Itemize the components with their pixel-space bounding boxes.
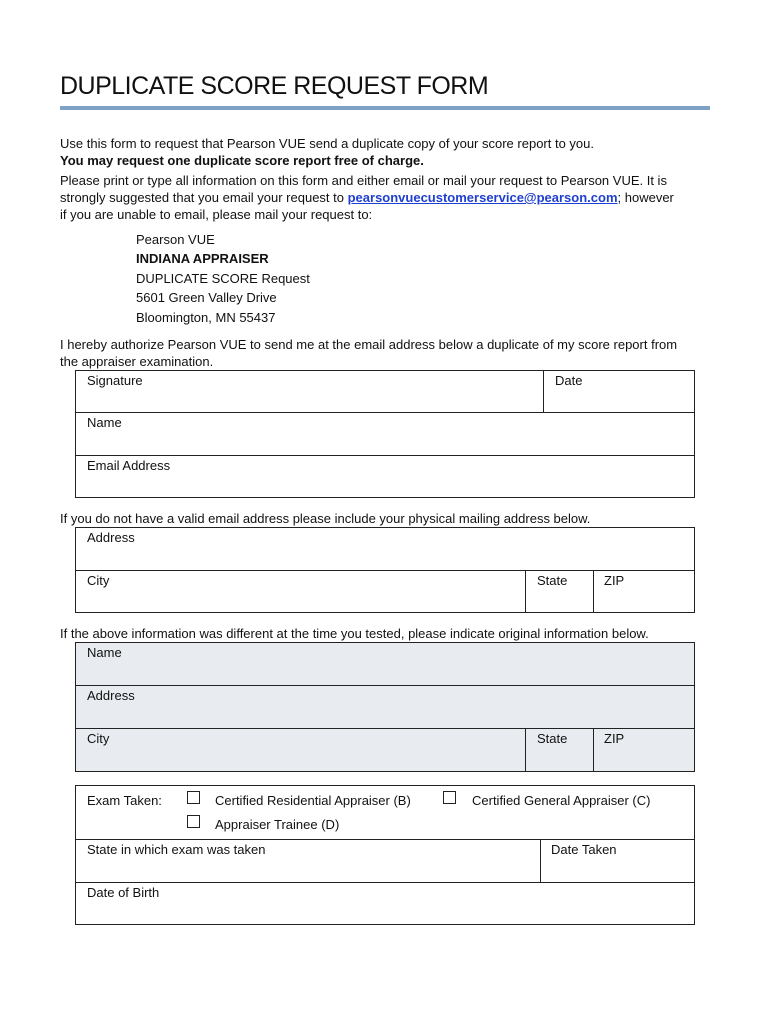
trainee-option-label: Appraiser Trainee (D) — [215, 817, 340, 832]
intro-line-5: if you are unable to email, please mail your request to: — [60, 207, 373, 222]
state-field[interactable]: State — [537, 573, 568, 588]
name-field[interactable]: Name — [87, 415, 122, 430]
intro-line-4-suffix: ; however — [617, 190, 674, 205]
general-checkbox[interactable] — [443, 791, 456, 804]
original-name-row — [75, 642, 695, 686]
date-taken-field[interactable]: Date Taken — [551, 842, 617, 857]
exam-state-field[interactable]: State in which exam was taken — [87, 842, 266, 857]
intro-line-4-prefix: strongly suggested that you email your request to — [60, 190, 348, 205]
exam-taken-row — [75, 785, 695, 840]
mailing-address-row — [75, 527, 695, 571]
intro-line-1: Use this form to request that Pearson VUE send a duplicate copy of your score report to you. — [60, 136, 594, 151]
original-city-state-zip-row — [75, 728, 695, 772]
original-zip-field[interactable]: ZIP — [604, 731, 625, 746]
city-state-zip-row — [75, 570, 695, 613]
divider — [525, 571, 526, 612]
signature-field[interactable]: Signature — [87, 373, 143, 388]
trainee-checkbox[interactable] — [187, 815, 200, 828]
residential-checkbox[interactable] — [187, 791, 200, 804]
divider — [543, 371, 544, 412]
original-state-field[interactable]: State — [537, 731, 568, 746]
city-field[interactable]: City — [87, 573, 110, 588]
general-option-label: Certified General Appraiser (C) — [472, 793, 651, 808]
divider — [593, 571, 594, 612]
page-title: DUPLICATE SCORE REQUEST FORM — [60, 72, 489, 100]
original-name-field[interactable]: Name — [87, 645, 122, 660]
date-field[interactable]: Date — [555, 373, 583, 388]
section3-intro: If the above information was different at the time you tested, please indicate original information below. — [60, 626, 649, 641]
customer-service-email-link[interactable]: pearsonvuecustomerservice@pearson.com — [347, 190, 618, 205]
intro-line-4 — [60, 189, 715, 206]
authorize-line-1: I hereby authorize Pearson VUE to send me at the email address below a duplicate of my score report from — [60, 337, 678, 352]
title-rule — [60, 106, 710, 110]
date-of-birth-field[interactable]: Date of Birth — [87, 885, 160, 900]
signature-row — [75, 370, 695, 413]
intro-line-3: Please print or type all information on this form and either email or mail your request to Pearson VUE. It is — [60, 173, 667, 188]
email-address-field[interactable]: Email Address — [87, 458, 171, 473]
name-row — [75, 412, 695, 456]
divider — [525, 729, 526, 771]
mailing-address-line-1: Pearson VUE — [136, 232, 215, 247]
state-date-row — [75, 839, 695, 883]
mailing-address-line-3: DUPLICATE SCORE Request — [136, 271, 310, 286]
divider — [593, 729, 594, 771]
mailing-address-line-5: Bloomington, MN 55437 — [136, 310, 276, 325]
section2-intro: If you do not have a valid email address please include your physical mailing address below. — [60, 511, 591, 526]
authorize-line-2: the appraiser examination. — [60, 354, 214, 369]
mailing-address-line-4: 5601 Green Valley Drive — [136, 290, 277, 305]
residential-option-label: Certified Residential Appraiser (B) — [215, 793, 411, 808]
original-address-row — [75, 685, 695, 729]
original-city-field[interactable]: City — [87, 731, 110, 746]
email-row — [75, 455, 695, 498]
divider — [540, 840, 541, 882]
zip-field[interactable]: ZIP — [604, 573, 625, 588]
original-address-field[interactable]: Address — [87, 688, 135, 703]
mailing-address-line-2: INDIANA APPRAISER — [136, 251, 269, 266]
address-field[interactable]: Address — [87, 530, 135, 545]
intro-line-2: You may request one duplicate score report free of charge. — [60, 153, 424, 168]
exam-taken-label: Exam Taken: — [87, 793, 162, 808]
dob-row — [75, 882, 695, 925]
